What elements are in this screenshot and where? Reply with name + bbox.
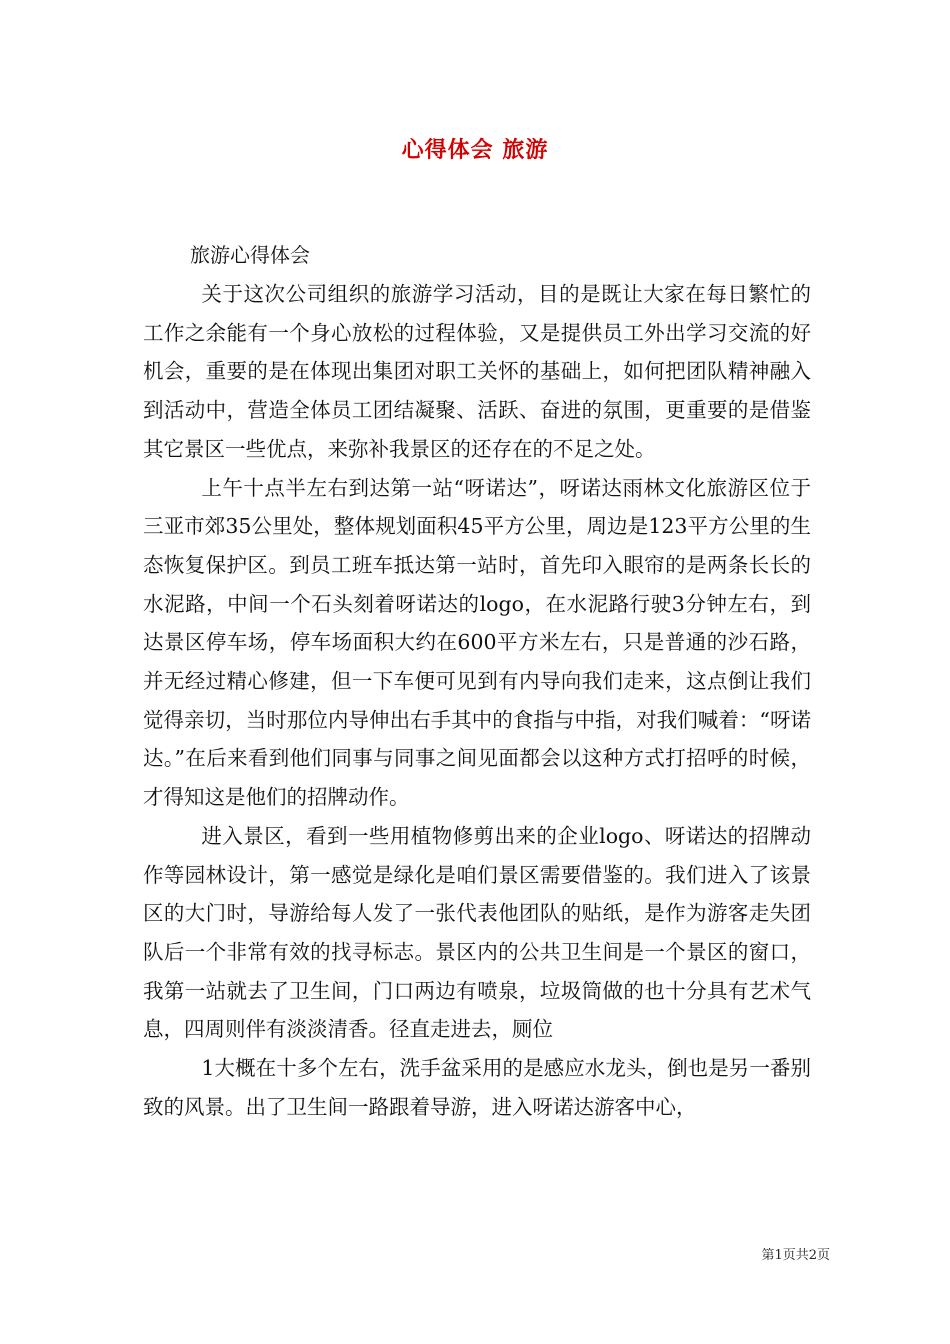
- paragraph-2: 上午十点半左右到达第一站“呀诺达”，呀诺达雨林文化旅游区位于三亚市郊35公里处，整体规划面积45平方公里，周边是123平方公里的生态恢复保护区。到员工班车抵达第一站时，首先印入眼帘的是两条长长的水泥路，中间一个石头刻着呀诺达的logo，在水泥路行驶3分钟左右，到达景区停车场，停车场面积大约在600平方米左右，只是普通的沙石路，并无经过精心修建，但一下车便可见到有内导向我们走来，这点倒让我们觉得亲切，当时那位内导伸出右手其中的食指与中指，对我们喊着：“呀诺达。”在后来看到他们同事与同事之间见面都会以这种方式打招呼的时候，才得知这是他们的招牌动作。: [143, 475, 811, 810]
- paragraph-4: 1大概在十多个左右，洗手盆采用的是感应水龙头，倒也是另一番别致的风景。出了卫生间一路跟着导游，进入呀诺达游客中心，: [143, 1056, 811, 1119]
- document-body: [143, 275, 811, 1126]
- page-number: 第1页共2页: [761, 1248, 830, 1263]
- paragraph-3: 进入景区，看到一些用植物修剪出来的企业logo、呀诺达的招牌动作等园林设计，第一感觉是绿化是咱们景区需要借鉴的。我们进入了该景区的大门时，导游给每人发了一张代表他团队的贴纸，是作为游客走失团队后一个非常有效的找寻标志。景区内的公共卫生间是一个景区的窗口，我第一站就去了卫生间，门口两边有喷泉，垃圾筒做的也十分具有艺术气息，四周则伴有淡淡清香。径直走进去，厕位: [143, 823, 811, 1042]
- document-title: 心得体会 旅游: [401, 137, 549, 163]
- paragraph-1: 关于这次公司组织的旅游学习活动，目的是既让大家在每日繁忙的工作之余能有一个身心放松的过程体验，又是提供员工外出学习交流的好机会，重要的是在体现出集团对职工关怀的基础上，如何把团队精神融入到活动中，营造全体员工团结凝聚、活跃、奋进的氛围，更重要的是借鉴其它景区一些优点，来弥补我景区的还存在的不足之处。: [143, 282, 811, 461]
- document-subtitle: 旅游心得体会: [190, 243, 310, 267]
